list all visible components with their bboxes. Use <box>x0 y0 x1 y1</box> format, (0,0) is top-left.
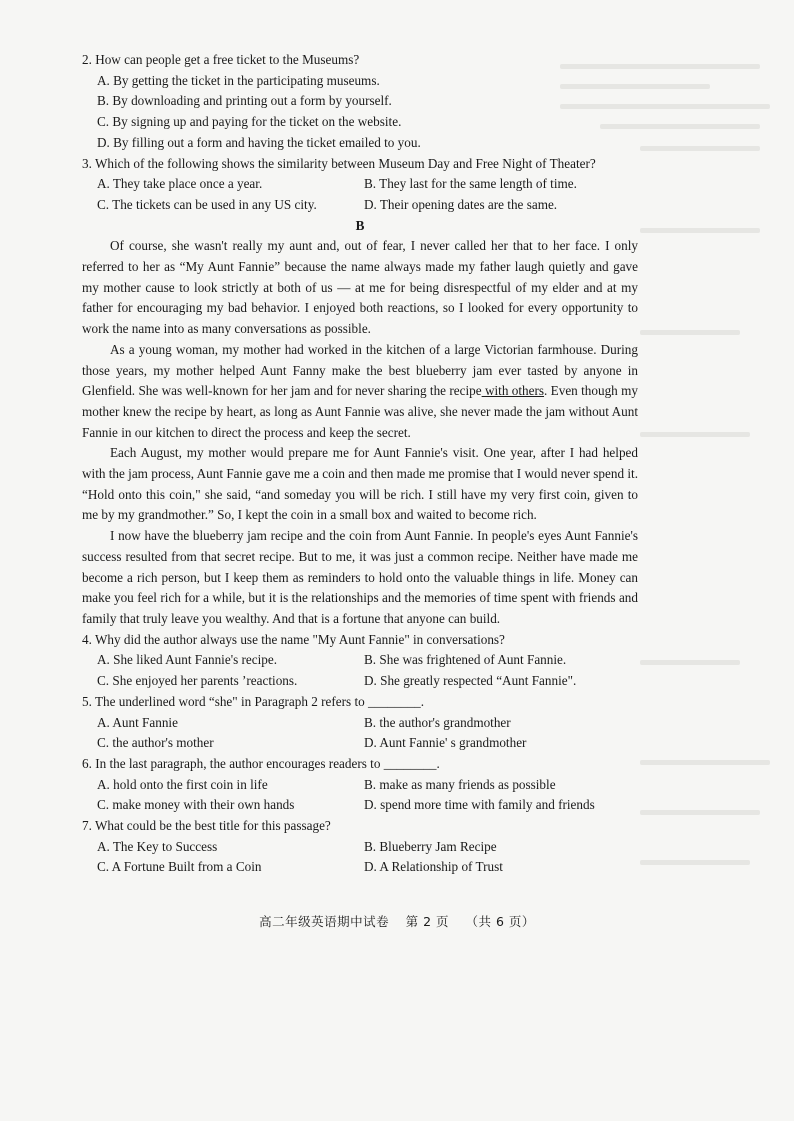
question-text: 5. The underlined word “she" in Paragraph 2 refers to ________. <box>82 693 425 709</box>
question-4 <box>82 630 638 692</box>
question-5 <box>82 692 638 754</box>
option-a: A. She liked Aunt Fannie's recipe. <box>97 652 278 668</box>
option-c: C. The tickets can be used in any US city. <box>97 196 317 212</box>
question-6 <box>82 754 638 816</box>
option-c: C. the author's mother <box>97 735 214 751</box>
option-c: C. make money with their own hands <box>97 797 295 813</box>
question-2 <box>82 50 638 154</box>
exam-content <box>82 50 638 878</box>
paragraph-3: Each August, my mother would prepare me for Aunt Fannie's visit. One year, after I had helped with the jam process, Aunt Fannie gave me a coin and then made me promise that I would never spend it. “Hold onto this coin," she said, “and someday you will be rich. I still have my very first coin, given to me by my grandmother.” So, I kept the coin in a small box and waited to become rich. <box>82 445 638 523</box>
underlined-phrase: with others <box>481 383 545 399</box>
option-b: B. They last for the same length of time. <box>364 176 577 192</box>
option-b: B. She was frightened of Aunt Fannie. <box>364 652 567 668</box>
question-text: 7. What could be the best title for this passage? <box>82 818 331 834</box>
option-d: D. She greatly respected “Aunt Fannie". <box>364 673 577 689</box>
paragraph-2-text: As a young woman, my mother had worked in the kitchen of a large Victorian farmhouse. During those years, my mother helped Aunt Fanny make the best blueberry jam ever tasted by anyone in Glenfield. She was well-known for her jam and for never sharing the recipe <box>82 341 638 399</box>
reading-passage <box>82 236 638 629</box>
option-b: B. Blueberry Jam Recipe <box>364 838 497 854</box>
option-a: A. Aunt Fannie <box>97 714 178 730</box>
question-7 <box>82 816 638 878</box>
option-c: C. A Fortune Built from a Coin <box>97 859 262 875</box>
option-c: C. She enjoyed her parents ’reactions. <box>97 673 298 689</box>
question-text: 6. In the last paragraph, the author encourages readers to ________. <box>82 755 440 771</box>
option-a: A. The Key to Success <box>97 838 218 854</box>
option-b: B. By downloading and printing out a form by yourself. <box>97 93 392 109</box>
question-text: 2. How can people get a free ticket to the Museums? <box>82 52 360 67</box>
footer-total-pages: （共 6 页） <box>465 914 535 929</box>
paragraph-2 <box>82 340 638 444</box>
paragraph-1: Of course, she wasn't really my aunt and, out of fear, I never called her that to her face. I only referred to her as “My Aunt Fannie” because the name always made my father laugh quietly and gave my mother cause to look strictly at both of us — at me for being disrespectful of my elder and at my father for encouraging my bad behavior. I enjoyed both reactions, so I looked for every opportunity to work the name into as many conversations as possible. <box>82 238 638 337</box>
option-a: A. They take place once a year. <box>97 176 263 192</box>
option-a: A. By getting the ticket in the participating museums. <box>97 72 380 88</box>
option-c: C. By signing up and paying for the ticket on the website. <box>97 114 402 130</box>
footer-page-number: 第 2 页 <box>405 914 449 929</box>
option-b: B. make as many friends as possible <box>364 776 556 792</box>
paragraph-4: I now have the blueberry jam recipe and the coin from Aunt Fannie. In people's eyes Aunt Fannie's success resulted from that secret recipe. But to me, it was just a common recipe. Neither have made me become a rich person, but I keep them as reminders to hold onto the valuable things in life. Money can make you feel rich for a while, but it is the relationships and the memories of time spent with friends and family that truly leave you wealthy. And that is a fortune that anyone can build. <box>82 528 638 626</box>
question-text: 3. Which of the following shows the similarity between Museum Day and Free Night of Theater? <box>82 155 596 171</box>
question-text: 4. Why did the author always use the name "My Aunt Fannie" in conversations? <box>82 631 505 647</box>
option-d: D. By filling out a form and having the ticket emailed to you. <box>97 134 421 150</box>
option-d: D. Aunt Fannie' s grandmother <box>364 735 527 751</box>
option-d: D. A Relationship of Trust <box>364 859 503 875</box>
option-d: D. spend more time with family and friends <box>364 797 595 813</box>
option-b: B. the author's grandmother <box>364 714 511 730</box>
option-a: A. hold onto the first coin in life <box>97 776 268 792</box>
question-3 <box>82 154 638 216</box>
paragraph-2-text-end: . Even though my mother knew the recipe by heart, as long as Aunt Fannie was alive, she never made the jam without Aunt Fannie in our kitchen to direct the process and keep the secret. <box>82 383 638 440</box>
page-footer <box>0 912 794 930</box>
section-heading-b: B <box>355 217 365 233</box>
option-d: D. Their opening dates are the same. <box>364 196 558 212</box>
footer-exam-title: 高二年级英语期中试卷 <box>259 914 390 929</box>
